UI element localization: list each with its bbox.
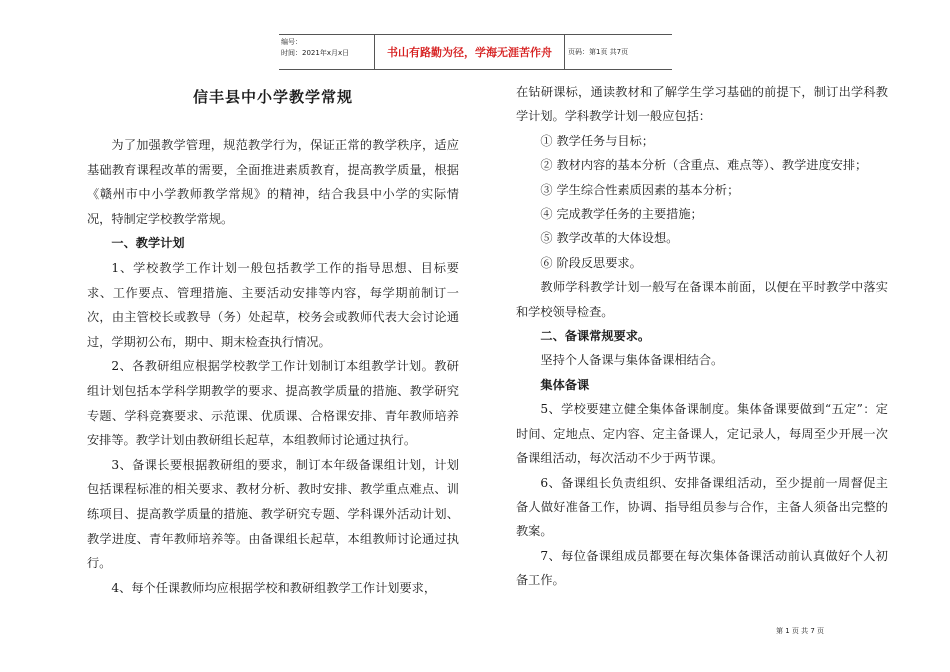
paragraph: ① 教学任务与目标； xyxy=(540,133,654,148)
paragraph: 1、学校教学工作计划一般包括教学工作的指导思想、目标要求、工作要点、管理措施、主要活动安排等内容，每学期前制订一次，由主管校长或教导（务）处起草，校务会或教师代表大会讨论通过，学期初公布，期中、期末检查执行情况。 xyxy=(87,260,459,349)
paragraph: ② 教材内容的基本分析（含重点、难点等）、教学进度安排； xyxy=(540,158,868,173)
paragraph: 5、学校要建立健全集体备课制度。集体备课要做到“五定”：定时间、定地点、定内容、定主备课人，定记录人，每周至少开展一次备课组活动，每次活动不少于两节课。 xyxy=(516,402,888,466)
paragraph: 为了加强教学管理，规范教学行为，保证正常的教学秩序，适应基础教育课程改革的需要，全面推进素质教育，提高教学质量，根据《赣州市中小学教师教学常规》的精神，结合我县中小学的实际情况，特制定学校教学常规。 xyxy=(87,138,459,226)
left-column xyxy=(87,80,459,600)
paragraph: 教师学科教学计划一般写在备课本前面，以便在平时教学中落实和学校领导检查。 xyxy=(516,280,888,319)
right-body xyxy=(516,80,888,593)
header-code: 编号： xyxy=(281,38,302,46)
left-body xyxy=(87,133,459,600)
header-meta xyxy=(279,35,375,69)
paragraph: ⑥ 阶段反思要求。 xyxy=(540,255,642,270)
paragraph: 6、备课组长负责组织、安排备课组活动，至少提前一周督促主备人做好准备工作，协调、指导组员参与合作，主备人须备出完整的教案。 xyxy=(516,475,888,539)
paragraph: 坚持个人备课与集体备课相结合。 xyxy=(540,353,724,368)
section-heading: 一、教学计划 xyxy=(111,236,185,251)
right-column xyxy=(516,80,888,593)
paragraph: 在钻研课标，通读教材和了解学生学习基础的前提下，制订出学科教学计划。学科教学计划一般应包括： xyxy=(516,85,888,124)
paragraph: 4、每个任课教师均应根据学校和教研组教学工作计划要求， xyxy=(111,580,437,595)
header-page: 页码：第1页 共7页 xyxy=(568,48,629,56)
paragraph: ③ 学生综合性素质因素的基本分析； xyxy=(540,182,740,197)
header-table xyxy=(279,34,672,70)
header-slogan: 书山有路勤为径，学海无涯苦作舟 xyxy=(375,35,565,69)
header-time: 时间：2021年x月x日 xyxy=(281,49,350,57)
paragraph: ④ 完成教学任务的主要措施； xyxy=(540,207,703,222)
paragraph: 2、各教研组应根据学校教学工作计划制订本组教学计划。教研组计划包括本学科学期教学的要求、提高教学质量的措施、教学研究专题、学科竞赛要求、示范课、优质课、合格课安排、青年教师培养安排等。教学计划由教研组长起草，本组教师讨论通过执行。 xyxy=(87,359,459,448)
section-heading: 集体备课 xyxy=(540,377,590,392)
document-title: 信丰县中小学教学常规 xyxy=(192,88,353,106)
paragraph: ⑤ 教学改革的大体设想。 xyxy=(540,231,679,246)
page-footer: 第 1 页 共 7 页 xyxy=(776,627,825,635)
section-heading: 二、备课常规要求。 xyxy=(540,329,651,344)
paragraph: 3、备课长要根据教研组的要求，制订本年级备课组计划，计划包括课程标准的相关要求、教材分析、教时安排、教学重点难点、训练项目、提高教学质量的措施、教学研究专题、学科课外活动计划、教学进度、青年教师培养等。由备课组长起草，本组教师讨论通过执行。 xyxy=(87,457,459,571)
paragraph: 7、每位备课组成员都要在每次集体备课活动前认真做好个人初备工作。 xyxy=(516,548,888,588)
